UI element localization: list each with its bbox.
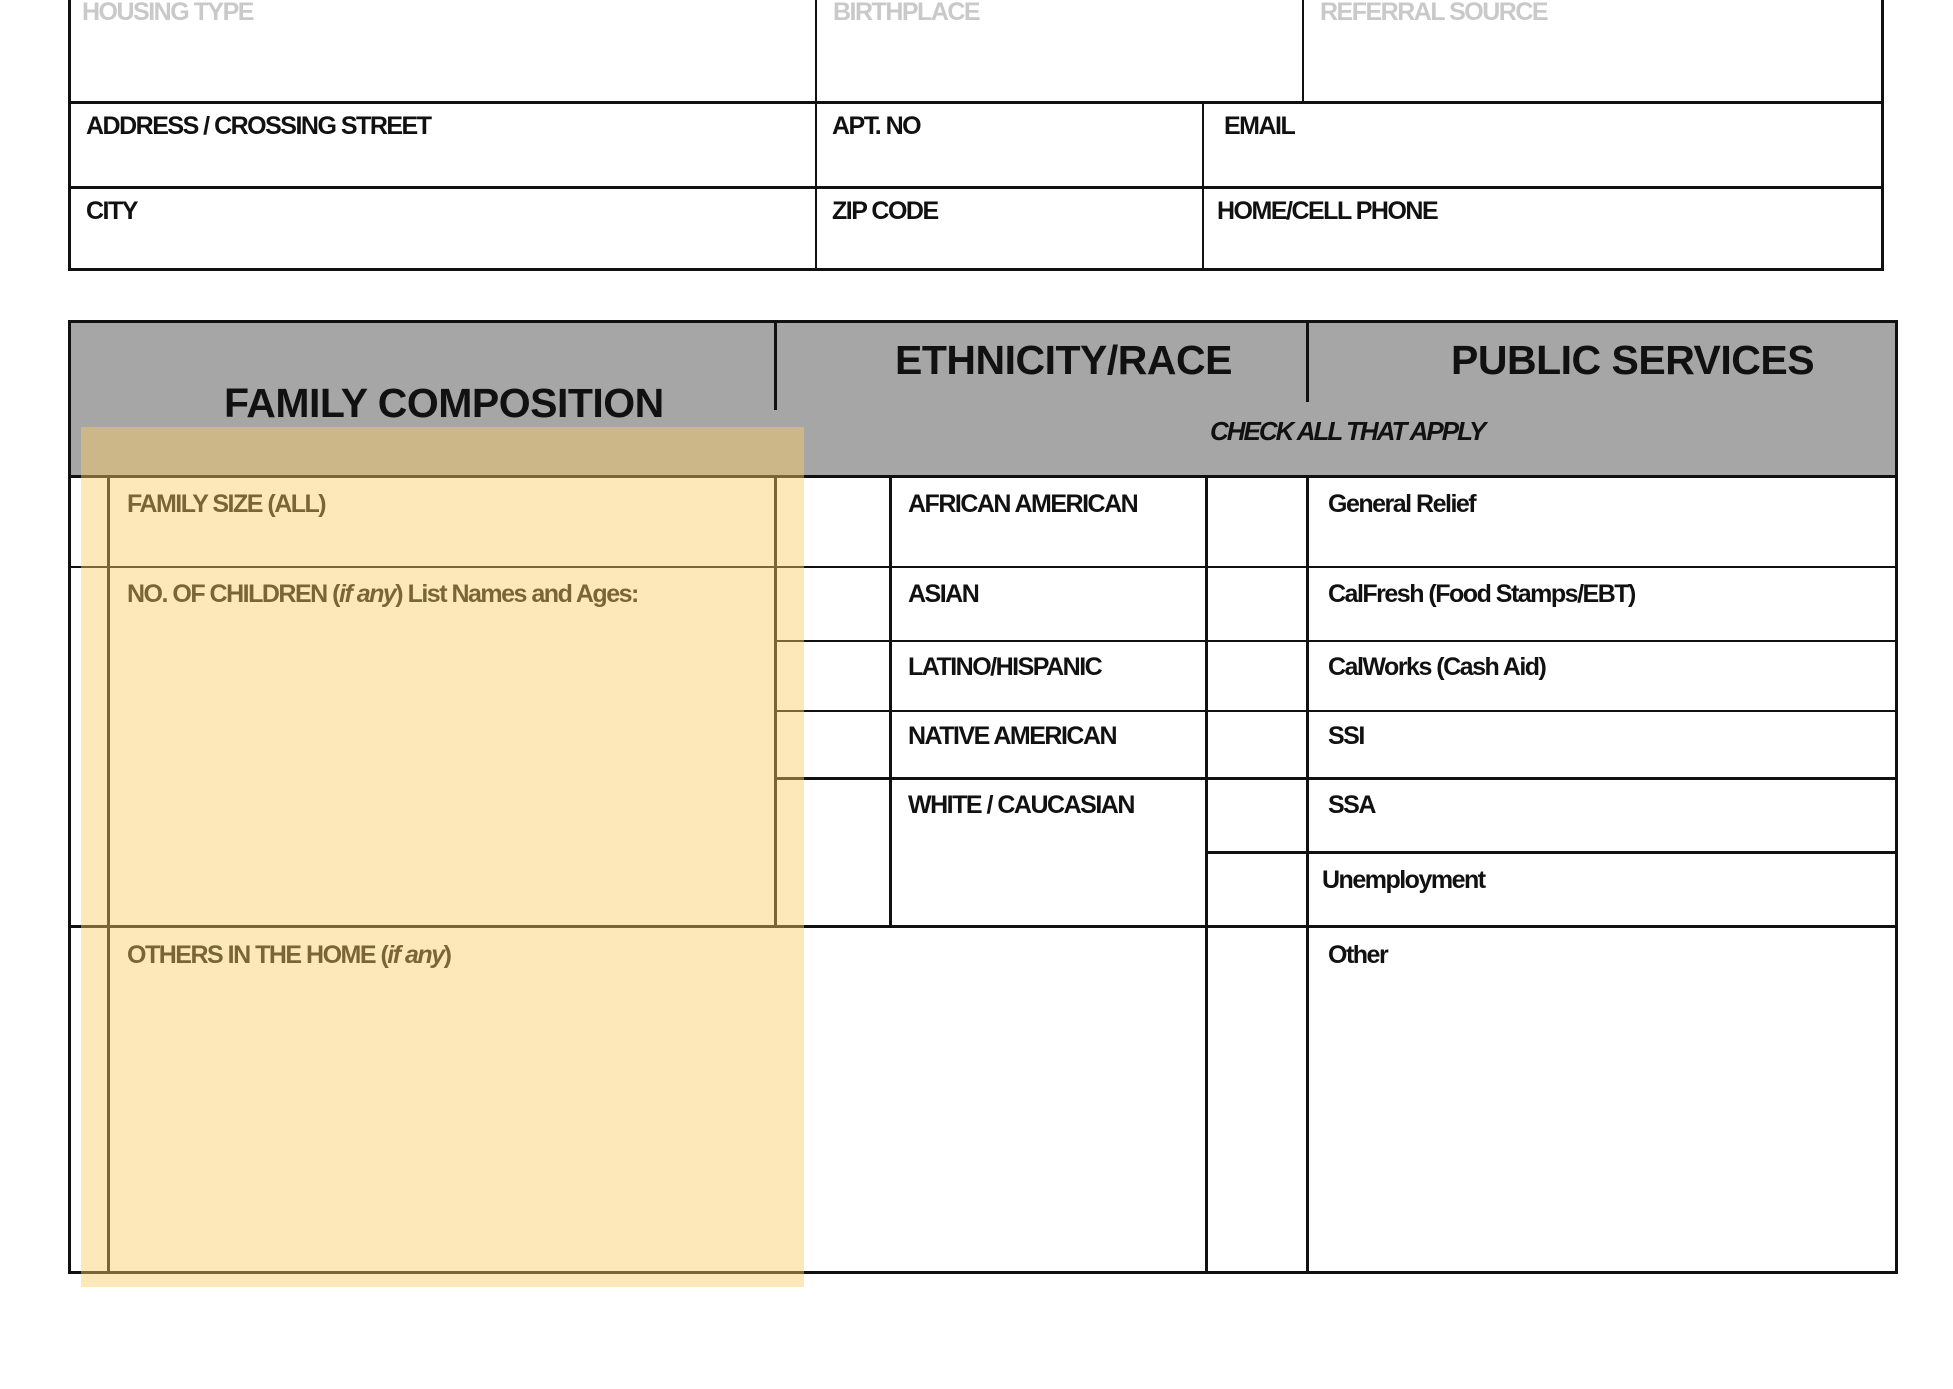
calworks-checkbox[interactable] — [1209, 643, 1305, 709]
service-option-calfresh: CalFresh (Food Stamps/EBT) — [1328, 580, 1635, 608]
unemployment-checkbox[interactable] — [1209, 855, 1305, 924]
zip-code-field[interactable] — [818, 228, 1200, 266]
african-american-checkbox[interactable] — [778, 479, 888, 565]
table-left-border — [68, 320, 71, 1274]
apt-no-field[interactable] — [818, 145, 1200, 183]
zip-code-label: ZIP CODE — [832, 197, 938, 225]
top-form-left-border — [68, 0, 71, 271]
ssi-checkbox[interactable] — [1209, 713, 1305, 776]
service-option-ssa: SSA — [1328, 791, 1375, 819]
ethnicity-option-native-american: NATIVE AMERICAN — [908, 722, 1117, 750]
white-caucasian-checkbox[interactable] — [778, 781, 888, 924]
table-bottom-border — [68, 1271, 1898, 1274]
header-divider-2 — [1306, 320, 1309, 402]
services-checkbox-right-line — [1306, 477, 1309, 1274]
family-inner-left-line — [107, 477, 110, 1274]
table-header-bottom — [68, 475, 1898, 478]
calfresh-checkbox[interactable] — [1209, 569, 1305, 639]
top-form-bottom-border — [68, 268, 1884, 271]
family-composition-heading: FAMILY COMPOSITION — [224, 380, 664, 426]
ethnicity-checkbox-right-line — [889, 477, 892, 927]
city-field[interactable] — [72, 228, 814, 266]
children-field[interactable] — [112, 618, 772, 923]
housing-type-label: HOUSING TYPE — [82, 0, 253, 26]
birthplace-label: BIRTHPLACE — [833, 0, 980, 26]
address-label: ADDRESS / CROSSING STREET — [86, 112, 431, 140]
public-services-heading: PUBLIC SERVICES — [1451, 337, 1815, 383]
row-divider-4 — [774, 777, 1898, 780]
apt-no-label: APT. NO — [832, 112, 921, 140]
top-form-row-divider-2 — [68, 186, 1884, 189]
phone-label: HOME/CELL PHONE — [1217, 197, 1438, 225]
service-option-other: Other — [1328, 941, 1388, 969]
ethnicity-option-african-american: AFRICAN AMERICAN — [908, 490, 1138, 518]
referral-source-label: REFERRAL SOURCE — [1320, 0, 1548, 26]
ssa-checkbox[interactable] — [1209, 781, 1305, 850]
family-size-label: FAMILY SIZE (ALL) — [127, 490, 326, 518]
row-divider-5 — [1205, 851, 1898, 854]
top-form-right-border — [1881, 0, 1884, 271]
ethnicity-label-right-line — [1205, 477, 1208, 1274]
email-label: EMAIL — [1224, 112, 1295, 140]
top-form-col-divider-top — [1302, 0, 1304, 101]
ethnicity-option-white-caucasian: WHITE / CAUCASIAN — [908, 791, 1134, 819]
latino-hispanic-checkbox[interactable] — [778, 643, 888, 709]
asian-checkbox[interactable] — [778, 569, 888, 639]
top-form-col-divider-2 — [1202, 101, 1204, 271]
top-form-row-divider-1 — [68, 101, 1884, 104]
service-option-ssi: SSI — [1328, 722, 1364, 750]
other-service-checkbox[interactable] — [1209, 929, 1305, 1270]
family-right-line — [774, 477, 777, 927]
phone-field[interactable] — [1205, 228, 1879, 266]
row-divider-6 — [68, 925, 1898, 928]
email-field[interactable] — [1205, 145, 1879, 183]
others-in-home-label: OTHERS IN THE HOME (if any) — [127, 941, 451, 969]
table-right-border — [1895, 320, 1898, 1274]
top-form-col-divider-1 — [815, 0, 817, 271]
general-relief-checkbox[interactable] — [1209, 479, 1305, 565]
service-option-general-relief: General Relief — [1328, 490, 1476, 518]
children-label: NO. OF CHILDREN (if any) List Names and Ages: — [127, 580, 638, 608]
ethnicity-race-heading: ETHNICITY/RACE — [895, 337, 1232, 383]
row-divider-2 — [774, 640, 1898, 642]
native-american-checkbox[interactable] — [778, 713, 888, 776]
others-in-home-field[interactable] — [112, 980, 1202, 1268]
city-label: CITY — [86, 197, 137, 225]
row-divider-3 — [774, 710, 1898, 712]
address-field[interactable] — [72, 145, 814, 183]
ethnicity-option-latino-hispanic: LATINO/HISPANIC — [908, 653, 1102, 681]
service-option-unemployment: Unemployment — [1322, 866, 1485, 894]
ethnicity-option-asian: ASIAN — [908, 580, 979, 608]
service-option-calworks: CalWorks (Cash Aid) — [1328, 653, 1546, 681]
family-size-field[interactable] — [112, 528, 772, 564]
check-all-note: CHECK ALL THAT APPLY — [1210, 416, 1485, 446]
header-divider-1 — [774, 320, 777, 410]
row-divider-1 — [68, 566, 1898, 568]
table-top-border — [68, 320, 1898, 323]
